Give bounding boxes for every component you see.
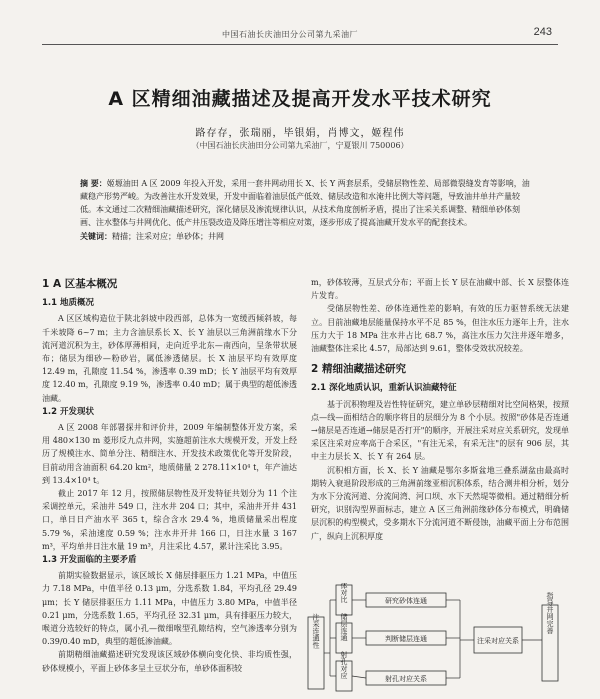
- body-paragraph: m，砂体较薄，互层式分布；平面上长 Y 层在油藏中部、长 X 层整体连片发育。: [311, 278, 569, 301]
- author-list: 路存存，张瑞丽，毕银娟，肖博文，姬程伟: [195, 128, 405, 139]
- box-perforation-label: 射孔对应: [340, 651, 348, 679]
- body-paragraph: 基于沉积物理及岩性特征研究，建立单砂层精细对比空间格架，按照点—线—面相结合的顺序将目的层细分为 8 个小层。按照"砂体是否连通→储层是否连通→储层是否打开"的顺序，开展注采对应关系研究，发现单采区注采对应率高于合采区，"有注无采，有采无注"的层有 906 层，其中主力层长 X、长 Y 有 264 层。: [311, 399, 569, 462]
- paper-title: A 区精细油藏描述及提高开发水平技术研究: [108, 88, 492, 110]
- subsection-heading: 2.1 深化地质认识，重新认识油藏特征: [311, 383, 457, 394]
- abstract: [80, 177, 530, 243]
- subsection-heading: 1.3 开发面临的主要矛盾: [42, 555, 137, 566]
- affiliation: （中国石油长庆油田分公司第九采油厂，宁夏银川 750006）: [191, 141, 409, 150]
- subsection-heading: 1.1 地质概况: [42, 298, 95, 309]
- journal-header: 中国石油长庆油田分公司第九采油厂: [222, 30, 358, 39]
- subsection-heading: 1.2 开发现状: [42, 406, 95, 417]
- body-paragraph: A 区 2008 年部署探井和评价井，2009 年编制整体开发方案，采用 480×130 m 菱形反九点井网，实施超前注水大规模开发，开发上经历了规模注水、简单分注、精细注水、开发技术政策优化等开发阶段，目前动用含油面积 64.20 km²，地质储量 2 278.11×10⁴ t，年产油达到 13.4×10⁴ t。: [42, 423, 297, 485]
- abstract-paragraph: [80, 177, 530, 229]
- keywords-line: [80, 230, 530, 243]
- left-column: [42, 276, 297, 675]
- box-reservoir-study-label: 判断储层连通: [385, 635, 427, 643]
- section-heading: 1 A 区基本概况: [42, 278, 118, 290]
- abstract-text: 姬塬油田 A 区 2009 年投入开发，采用一套井网动用长 X、长 Y 两套层系，受储层物性差、局部微裂缝发育等影响，油藏稳产形势严峻。为改善注水开发效果，开发中面临着油层低产低效、储层改造和水淹井比例大等问题，导致油井单井产量较低。本文通过二次精细油藏描述研究，深化储层及渗流规律认识，从技术角度剖析矛盾，提出了注采关系调整、精细单砂体刻画、注水整体与井网优化、低产井压裂改造及降压增注等相应对策，逐步形成了提高油藏开发水平的配套技术。: [80, 179, 530, 227]
- box-reservoir-label: 储层连通: [340, 613, 348, 641]
- body-paragraph: 受储层物性差、砂体连通性差的影响，有效的压力驱替系统无法建立。目前油藏地层能量保持水平不足 85 %，但注水压力逐年上升，注水压力大于 18 MPa 注水井占比 68.7 %，高注水压力欠注井逐年增多，油藏整体注采比 4.57，局部达到 9.61，整体受效状况较差。: [311, 304, 569, 354]
- box-sandbody-label: 砂体对比: [340, 583, 348, 603]
- header-rule: [42, 44, 558, 45]
- page-number: 243: [533, 26, 552, 38]
- body-paragraph: 沉积相方面，长 X、长 Y 油藏是鄂尔多斯盆地三叠系湖盆由最高时期转入衰退阶段形成的三角洲前缘亚相沉积体系，结合测井相分析，划分为水下分流河道、分流间湾、河口坝、水下天然堤等微相。通过精细分析研究，识别沟型界面标志，建立 A 区三角洲前缘砂体分布模式，明确储层沉积的构型模式，受多期水下分流河道不断侵蚀，油藏平面上分布范围广，纵向上沉积厚度: [311, 465, 569, 541]
- keywords-label: 关键词：: [80, 232, 112, 241]
- body-paragraph: 截止 2017 年 12 月，按照储层物性及开发特征共划分为 11 个注采调控单元，采油井 549 口，注水井 204 口；其中，采油井开井 431 口，单日日产油水平 365 t，综合含水 29.4 %，地质储量采出程度 5.79 %，采油速度 0.59 %；注水井开井 166 口，日注水量 3 167 m³，平均单井日注水量 19 m³，月注采比 4.57，累计注采比 3.95。: [42, 489, 297, 551]
- box-injection-label: 注采对应关系: [477, 637, 519, 645]
- left-label: 注采连通性: [312, 613, 320, 649]
- box-right-label: 指导井网完善: [546, 592, 554, 634]
- running-header: [42, 26, 558, 42]
- abstract-label: 摘 要：: [80, 179, 107, 188]
- body-paragraph: 前期精细油藏描述研究发现该区域砂体横向变化快、非均质性强，砂体规模小，平面上砂体多呈土豆状分布，单砂体面积较: [42, 650, 297, 673]
- box-perf-study-label: 射孔对应关系: [385, 675, 427, 683]
- right-column: [311, 276, 569, 543]
- body-paragraph: 前期实验数据显示，该区域长 X 储层排驱压力 1.21 MPa，中值压力 7.18 MPa，中值半径 0.13 μm，分选系数 1.84，平均孔径 29.49 μm；长 Y 储层排驱压力 1.11 MPa，中值压力 3.80 MPa，中值半径 0.21 μm，分选系数 1.65，平均孔径 32.31 μm，具有排驱压力较大，喉道分选较好的特点，属小孔—微细喉型孔隙结构，空气渗透率分别为 0.39/0.40 mD，典型的超低渗油藏。: [42, 571, 297, 647]
- keywords-text: 精描；注采对应；单砂体；井网: [112, 232, 224, 241]
- box-sandbody-study-label: 研究砂体连通: [385, 597, 427, 605]
- flowchart-svg: [302, 583, 580, 695]
- flowchart-figure: [302, 583, 580, 695]
- section-heading: 2 精细油藏描述研究: [311, 363, 406, 376]
- body-paragraph: A 区区域构造位于陕北斜坡中段西部，总体为一宽缓西倾斜坡，每千米坡降 6~7 m；主力含油层系长 X、长 Y 油层以三角洲前缘水下分流河道沉积为主，砂体厚薄相间，走向近乎北东—南西向，呈条带状展布；储层为细砂—粉砂岩，属低渗透储层。长 X 油层平均有效厚度 12.49 m，孔隙度 11.54 %，渗透率 0.39 mD；长 Y 油层平均有效厚度 12.40 m，孔隙度 9.19 %，渗透率 0.40 mD；属于典型的超低渗透油藏。: [42, 314, 297, 403]
